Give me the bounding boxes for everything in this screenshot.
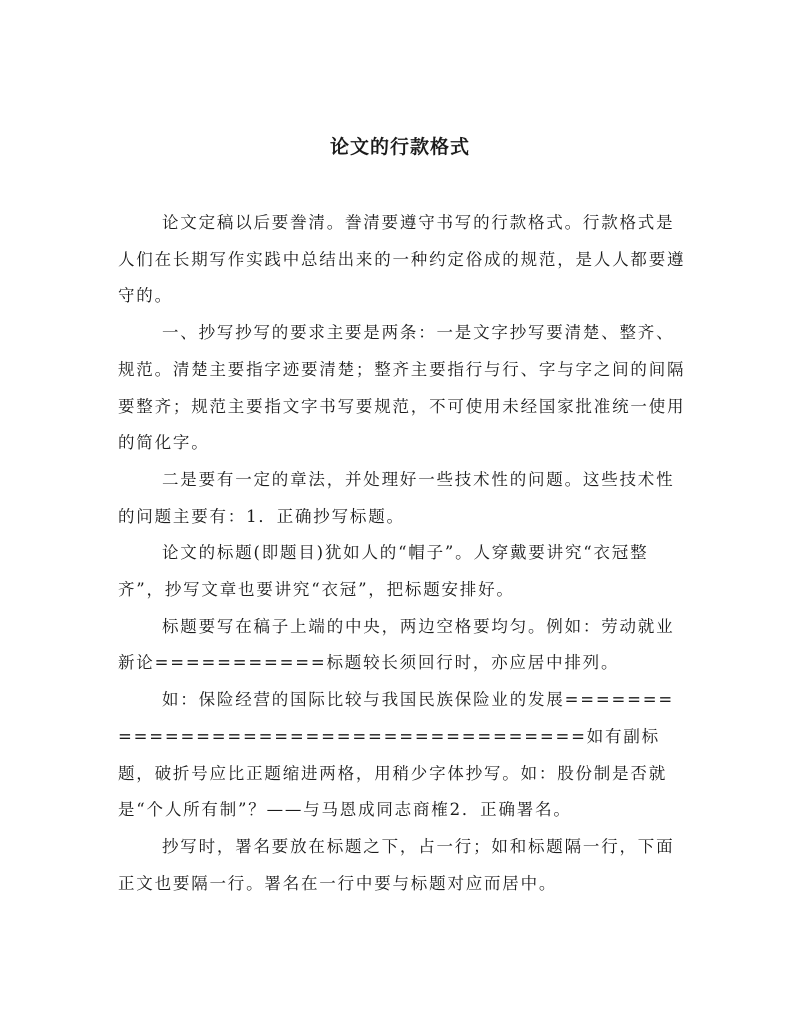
paragraph: 如：保险经营的国际比较与我国民族保险业的发展=====================================如有副标题，破折号应比正题缩进两格，用稍少字体抄写。如：股份制是否就是“个人所有制”？——与马恩成同志商榷2．正确署名。 [118, 690, 674, 820]
paragraph: 二是要有一定的章法，并处理好一些技术性的问题。这些技术性的问题主要有：1．正确抄写标题。 [118, 469, 675, 526]
paragraph: 论文定稿以后要誊清。誊清要遵守书写的行款格式。行款格式是人们在长期写作实践中总结出来的一种约定俗成的规范，是人人都要遵守的。 [118, 213, 686, 306]
document-title: 论文的行款格式 [329, 136, 470, 158]
paragraph: 论文的标题(即题目)犹如人的“帽子”。人穿戴要讲究“衣冠整齐”，抄写文章也要讲究“衣冠”，把标题安排好。 [118, 543, 649, 600]
document-body [118, 205, 688, 902]
paragraph: 一、抄写抄写的要求主要是两条：一是文字抄写要清楚、整齐、规范。清楚主要指字迹要清楚；整齐主要指行与行、字与字之间的间隔要整齐；规范主要指文字书写要规范，不可使用未经国家批准统一使用的简化字。 [118, 323, 686, 453]
paragraph: 标题要写在稿子上端的中央，两边空格要均匀。例如：劳动就业新论===========标题较长须回行时，亦应居中排列。 [118, 616, 675, 673]
paragraph: 抄写时，署名要放在标题之下，占一行；如和标题隔一行，下面正文也要隔一行。署名在一行中要与标题对应而居中。 [118, 836, 675, 893]
